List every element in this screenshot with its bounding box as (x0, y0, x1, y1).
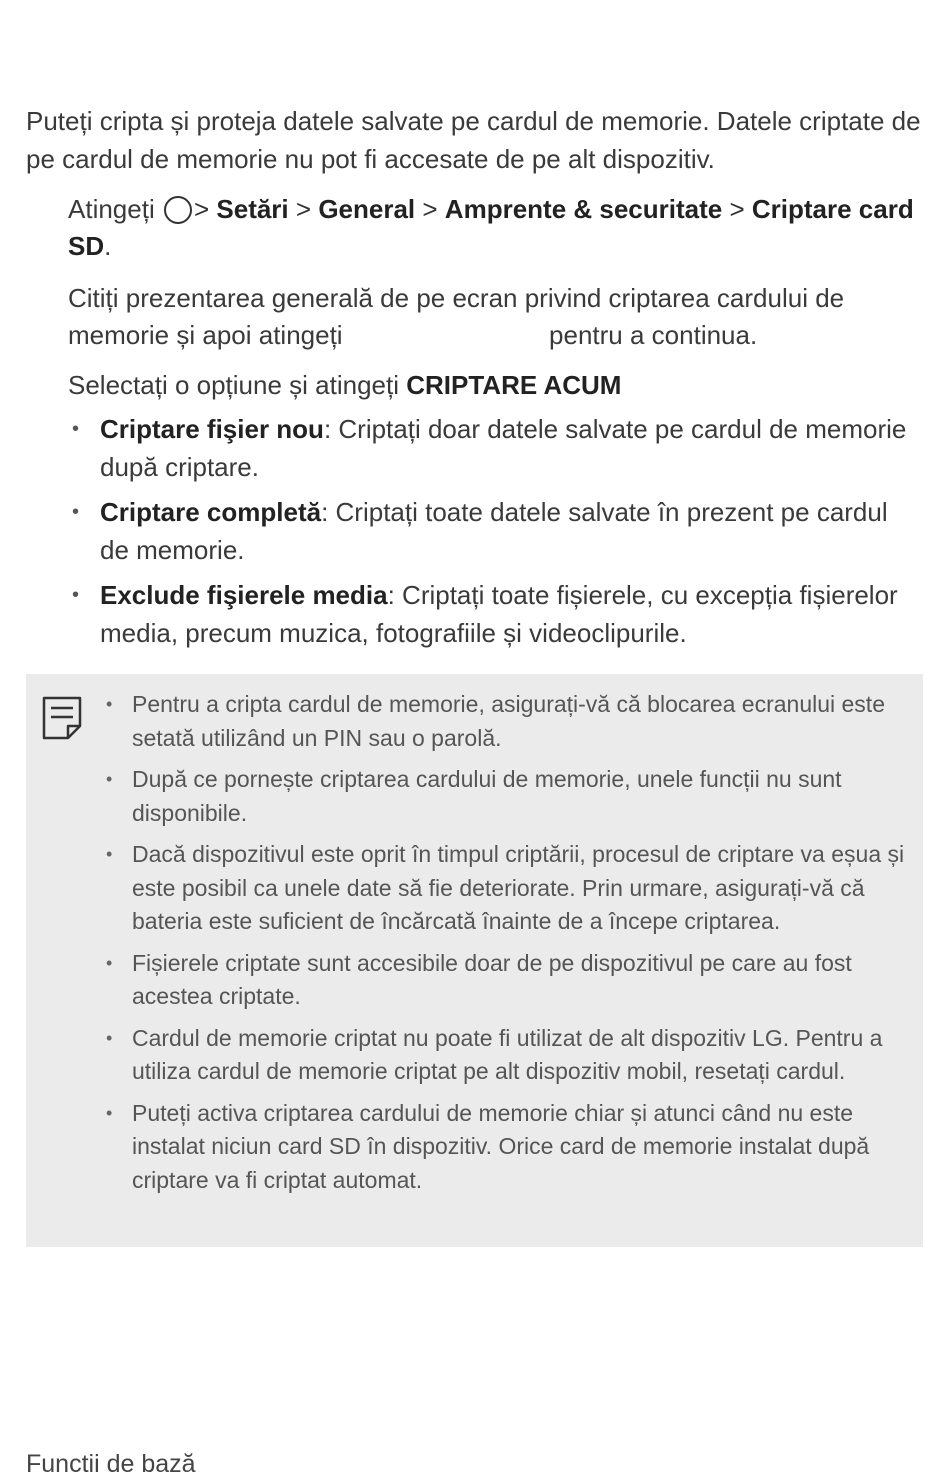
note-item (106, 688, 906, 755)
path-separator: > (295, 194, 312, 224)
encrypt-now-action: CRIPTARE ACUM (406, 370, 622, 400)
page-footer: Functii de bază (26, 1450, 196, 1478)
note-text: Cardul de memorie criptat nu poate fi utilizat de alt dispozitiv LG. Pentru a utiliza cardul de memorie criptat pe alt dispozitiv mobil, resetați cardul. (132, 1024, 883, 1084)
note-text: Dacă dispozitivul este oprit în timpul criptării, procesul de criptare va eșua și este posibil ca unele date să fie deteriorate. Prin urmare, asigurați-vă că bateria este suficient de încărcată înainte de a începe criptarea. (132, 841, 905, 934)
path-general: General (318, 194, 416, 224)
step-2-text: Citiți prezentarea generală de pe ecran privind criptarea cardului de memorie și apoi atingeți (68, 283, 845, 350)
option-title: Criptare completă (100, 497, 322, 527)
note-item (106, 1097, 906, 1198)
note-item (106, 1022, 906, 1089)
bullet: • (106, 952, 113, 973)
note-text: Fișierele criptate sunt accesibile doar de pe dispozitivul pe care au fost acestea criptate. (132, 949, 852, 1009)
bullet: • (106, 694, 113, 714)
home-circle-icon (164, 196, 192, 224)
note-text: Puteți activa criptarea cardului de memorie chiar și atunci când nu este instalat niciun card SD în dispozitiv. Orice card de memorie instalat după criptare va fi criptat automat. (132, 1099, 870, 1193)
intro-paragraph: Puteți cripta și proteja datele salvate pe cardul de memorie. Datele criptate de pe cardul de memorie nu pot fi accesate de pe alt dispozitiv. (26, 106, 921, 174)
notes-list (106, 688, 906, 1205)
path-settings: Setări (216, 194, 289, 224)
note-item (106, 947, 906, 1014)
bullet: • (106, 844, 113, 864)
path-separator: > (729, 194, 745, 224)
bullet: • (106, 769, 113, 789)
bullet: • (72, 584, 80, 606)
bullet: • (106, 1102, 113, 1123)
note-item (106, 763, 906, 830)
option-description: : Criptați toate fișierele, cu excepția fișierelor media, precum muzica, fotografiile și videoclipurile. (100, 580, 898, 648)
bullet: • (72, 501, 80, 523)
note-box (26, 674, 923, 1247)
step-1-suffix: . (104, 231, 112, 261)
options-list (68, 410, 918, 659)
option-description: : Criptați toate datele salvate în prezent pe cardul de memorie. (100, 497, 888, 565)
step-2 (68, 280, 918, 354)
step-3 (68, 367, 918, 404)
option-item (68, 493, 918, 569)
path-encrypt-sd-card: Criptare card SD (68, 194, 914, 261)
path-separator: > (193, 194, 210, 224)
note-text: După ce pornește criptarea cardului de memorie, unele funcții nu sunt disponibile. (132, 766, 842, 826)
bullet: • (106, 1027, 113, 1048)
step-3-text: Selectați o opțiune și atingeți (68, 370, 399, 400)
option-item (68, 576, 918, 652)
step-1 (68, 191, 918, 265)
path-fingerprints-security: Amprente & securitate (444, 194, 723, 224)
note-text: Pentru a cripta cardul de memorie, asigurați-vă că blocarea ecranului este setată utilizând un PIN sau o parolă. (132, 691, 885, 751)
path-separator: > (422, 194, 438, 224)
option-title: Exclude fişierele media (100, 580, 388, 610)
step-1-prefix: Atingeți (68, 194, 155, 224)
note-item (106, 838, 906, 939)
option-title: Criptare fişier nou (100, 414, 324, 444)
step-2-continue: pentru a continua. (549, 320, 758, 350)
bullet: • (72, 418, 80, 440)
option-description: : Criptați doar datele salvate pe cardul de memorie după criptare. (100, 414, 907, 482)
note-icon (42, 696, 82, 740)
option-item (68, 410, 918, 486)
